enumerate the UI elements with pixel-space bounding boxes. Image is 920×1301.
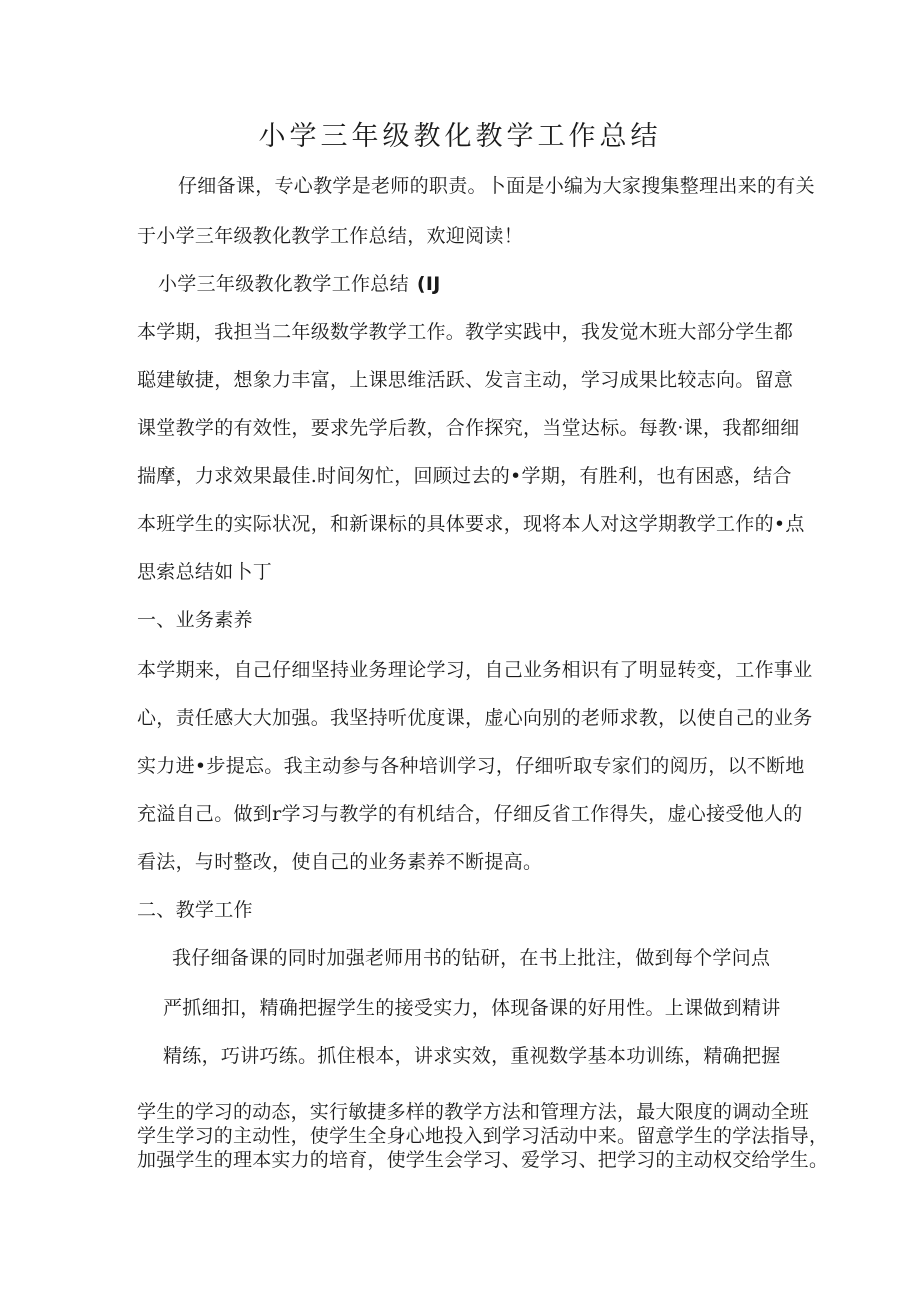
intro-line-1: 仔细备课，专心教学是老师的职责。卜面是小编为大家搜集整理出来的有关 (178, 175, 815, 197)
paragraph-2-line-4: 充溢自己。做到r学习与教学的有机结合，仔细反省工作得失，虚心接受他人的 (137, 803, 803, 825)
paragraph-2-line-5: 看法，与时整改，使自己的业务素养不断提高。 (137, 851, 543, 873)
section-subtitle (158, 272, 441, 296)
paragraph-2-line-2: 心，责任感大大加强。我坚持听优度课，虚心向别的老师求教，以使自己的业务 (137, 707, 813, 729)
intro-line-2: 于小学三年级教化教学工作总结，欢迎阅读！ (137, 225, 524, 247)
paragraph-1-line-5: 本班学生的实际状况，和新课标的具体要求，现将本人对这学期教学工作的•点 (137, 513, 805, 535)
paragraph-1-line-4: 揣摩，力求效果最佳.时间匆忙，回顾过去的•学期，有胜利，也有困惑，结合 (137, 465, 792, 487)
paragraph-2-line-1: 本学期来，自己仔细坚持业务理论学习，自己业务相识有了明显转变，工作事业 (137, 659, 813, 681)
heading-business-quality: 一、业务素养 (137, 609, 253, 631)
paragraph-1-line-6: 思索总结如卜丁 (137, 561, 273, 583)
paragraph-3-line-3: 精练，巧讲巧练。抓住根本，讲求实效，重视数学基本功训练，精确把握 (163, 1045, 781, 1067)
paragraph-1-line-3: 课堂教学的有效性，要求先学后教，合作探究，当堂达标。每教·课，我都细细 (137, 417, 800, 439)
paragraph-1-line-1: 本学期，我担当二年级数学教学工作。教学实践中，我发觉木班大部分学生都 (137, 321, 794, 343)
paragraph-3-line-1: 我仔细备课的同时加强老师用书的钻研，在书上批注，做到每个学问点 (172, 947, 771, 969)
paragraph-1-line-2: 聪建敏捷，想象力丰富，上课思维活跃、发言主动，学习成果比较志向。留意 (137, 369, 794, 391)
paragraph-4-line-3: 加强学生的理本实力的培育，使学生会学习、爱学习、把学习的主动权交给学生。 (137, 1149, 829, 1171)
paragraph-3-line-2: 严抓细扣，精确把握学生的接受实力，体现备课的好用性。上课做到精讲 (163, 997, 781, 1019)
document-title: 小学三年级教化教学工作总结 (258, 121, 662, 152)
heading-teaching-work: 二、教学工作 (137, 899, 253, 921)
paragraph-4-line-2: 学生学习的主动性，使学生全身心地投入到学习活动中来。留意学生的学法指导， (137, 1125, 829, 1147)
section-subtitle-mark: (IJ (416, 273, 441, 295)
paragraph-2-line-3: 实力进•步提忘。我主动参与各种培训学习，仔细听取专家们的阅历，以不断地 (137, 755, 805, 777)
paragraph-4-line-1: 学生的学习的动态，实行敏捷多样的教学方法和管理方法，最大限度的调动全班 (137, 1101, 810, 1123)
section-subtitle-text: 小学三年级教化教学工作总结 (158, 273, 409, 295)
